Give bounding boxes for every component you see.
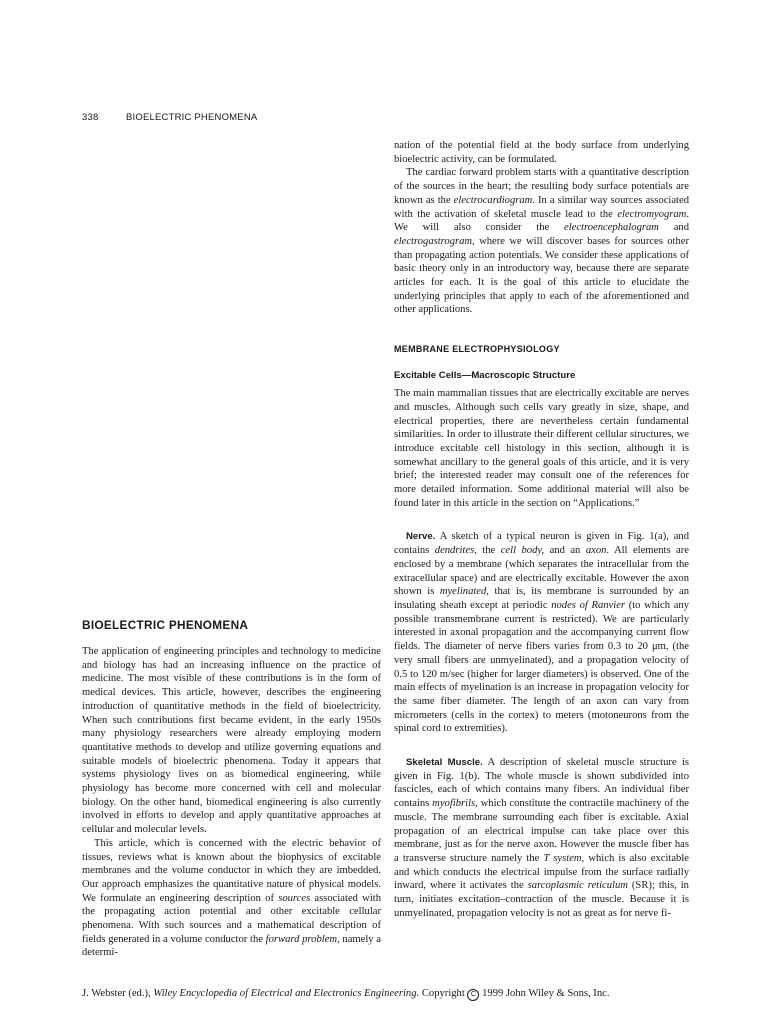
copyright-footer: J. Webster (ed.), Wiley Encyclopedia of Electrical and Electronics Engineering. Copyright C 1999 John Wiley & Sons, Inc. [82,988,610,999]
page-number: 338 [82,112,99,123]
running-title: BIOELECTRIC PHENOMENA [126,112,258,123]
intro-paragraph-2: This article, which is concerned with the electric behavior of tissues, reviews what is known about the biophysics of excitable membranes and the volume conductor in which they are imbedded. Our approach emphasizes the quantitative nature of physical models. We formulate an engineering description of sources associated with the propagating action potential and other excitable cellular phenomena. With such sources and a mathematical description of fields generated in a volume conductor the forward problem, namely a determi- [82,837,381,959]
left-column [82,618,381,960]
muscle-run-in-head: Skeletal Muscle. [406,757,483,769]
section-heading: MEMBRANE ELECTROPHYSIOLOGY [394,344,560,355]
excitable-cells-paragraph: The main mammalian tissues that are electrically excitable are nerves and muscles. Although such cells vary greatly in size, shape, and electrical properties, there are nevertheless certain fundamental similarities. In order to illustrate their different cellular structures, we introduce excitable cell histology in this section, although it is somewhat ancillary to the general goals of this article, and it is very brief; the interested reader may consult one of the references for more detailed information. Some additional material will also be found later in this article in the section on “Applications.” [394,388,689,509]
subsection-heading: Excitable Cells—Macroscopic Structure [394,370,576,382]
skeletal-muscle-paragraph: Skeletal Muscle. A description of skeletal muscle structure is given in Fig. 1(b). The whole muscle is shown subdivided into fascicles, each of which contains many fibers. An individual fiber contains myofibrils, which constitute the contractile machinery of the muscle. The membrane surrounding each fiber is excitable. Axial propagation of an electrical impulse can take place over this membrane, just as for the nerve axon. However the muscle fiber has a transverse structure namely the T system, which is also excitable and which conducts the electrical impulse from the surface radially inward, where it activates the sarcoplasmic reticulum (SR); this, in turn, initiates excitation–contraction of the muscle. Because it is unmyelinated, propagation velocity is not as great as for nerve fi- [394,757,689,919]
running-header [82,112,257,123]
right-column [394,139,689,920]
intro-paragraph-1: The application of engineering principles and technology to medicine and biology has had an increasing influence on the practice of medicine. The most visible of these contributions is in the form of medical devices. This article, however, describes the engineering introduction of quantitative methods in the field of bioelectricity. When such contributions first became evident, in the early 1950s many physiology researchers were already employing modern quantitative methods to develop and utilize governing equations and suitable models of bioelectric phenomena. Today it appears that systems physiology lives on as biomedical engineering, while physiology has become more concerned with cell and molecular biology. On the other hand, biomedical engineering is also currently involved in efforts to develop and apply quantitative approaches at cellular and molecular levels. [82,646,381,836]
cardiac-paragraph: The cardiac forward problem starts with a quantitative description of the sources in the heart; the resulting body surface potentials are known as the electrocardiogram. In a similar way sources associated with the activation of skeletal muscle lead to the electromyogram. We will also consider the electroencephalogram and electrogastrogram, where we will discover bases for sources other than propagating action potentials. We consider these applications of basic theory only in an introductory way, because there are separate articles for each. It is the goal of this article to elucidate the underlying principles that apply to each of the aforementioned and other applications. [394,167,689,316]
continued-paragraph: nation of the potential field at the body surface from underlying bioelectric activity, can be formulated. [394,140,689,165]
nerve-run-in-head: Nerve. [406,531,436,543]
copyright-symbol: C [467,989,479,1001]
nerve-paragraph: Nerve. A sketch of a typical neuron is given in Fig. 1(a), and contains dendrites, the cell body, and an axon. All elements are enclosed by a membrane (which separates the intracellular from the extracellular space) and are electrically excitable. However the axon shown is myelinated, that is, its membrane is surrounded by an insulating sheath except at periodic nodes of Ranvier (to which any possible transmembrane current is restricted). We are particularly interested in axonal propagation and the accompanying current flow fields. The diameter of nerve fibers varies from 0.3 to 20 μm, (the very small fibers are unmyelinated), and a propagation velocity of 0.5 to 120 m/sec (higher for larger diameters) is observed. One of the main effects of myelination is an increase in propagation velocity for the same fiber diameter. The length of an axon can vary from micrometers (cells in the cortex) to meters (motoneurons from the spinal cord to extremities). [394,531,689,735]
article-title: BIOELECTRIC PHENOMENA [82,618,249,632]
